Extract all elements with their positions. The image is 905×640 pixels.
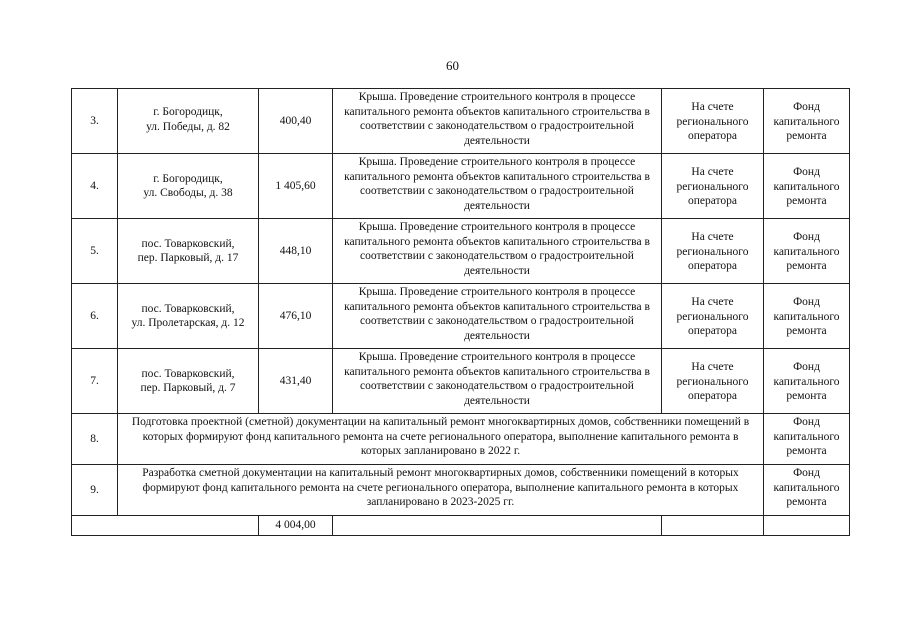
total-label-cell (72, 516, 259, 536)
row-number: 8. (72, 414, 118, 465)
fund-name: Фонд капитального ремонта (764, 465, 850, 516)
address-cell: пос. Товарковский, пер. Парковый, д. 17 (118, 219, 259, 284)
table-row (72, 219, 850, 284)
fund-name: Фонд капитального ремонта (764, 219, 850, 284)
row-number: 6. (72, 284, 118, 349)
work-description: Крыша. Проведение строительного контроля в процессе капитального ремонта объектов капитального строительства в соответствии с законодательством о градостроительной деятельности (333, 284, 662, 349)
empty-cell (662, 516, 764, 536)
row-number: 9. (72, 465, 118, 516)
row-number: 4. (72, 154, 118, 219)
area-cell: 448,10 (259, 219, 333, 284)
table-row (72, 284, 850, 349)
wide-description: Подготовка проектной (сметной) документации на капитальный ремонт многоквартирных домов, собственники помещений в которых формируют фонд капитального ремонта на счете регионального оператора, выполнение капитального ремонта в которых запланировано в 2022 г. (118, 414, 764, 465)
row-number: 7. (72, 349, 118, 414)
row-number: 5. (72, 219, 118, 284)
table-row (72, 89, 850, 154)
address-cell: пос. Товарковский, ул. Пролетарская, д. 12 (118, 284, 259, 349)
funding-source: На счете регионального оператора (662, 89, 764, 154)
area-cell: 476,10 (259, 284, 333, 349)
area-cell: 431,40 (259, 349, 333, 414)
wide-description: Разработка сметной документации на капитальный ремонт многоквартирных домов, собственники помещений в которых формируют фонд капитального ремонта на счете регионального оператора, выполнение капитального ремонта в которых запланировано в 2023-2025 гг. (118, 465, 764, 516)
empty-cell (764, 516, 850, 536)
empty-cell (333, 516, 662, 536)
work-description: Крыша. Проведение строительного контроля в процессе капитального ремонта объектов капитального строительства в соответствии с законодательством о градостроительной деятельности (333, 89, 662, 154)
table-row (72, 154, 850, 219)
fund-name: Фонд капитального ремонта (764, 284, 850, 349)
work-description: Крыша. Проведение строительного контроля в процессе капитального ремонта объектов капитального строительства в соответствии с законодательством о градостроительной деятельности (333, 154, 662, 219)
area-cell: 1 405,60 (259, 154, 333, 219)
table-row (72, 465, 850, 516)
area-cell: 400,40 (259, 89, 333, 154)
work-description: Крыша. Проведение строительного контроля в процессе капитального ремонта объектов капитального строительства в соответствии с законодательством о градостроительной деятельности (333, 349, 662, 414)
address-cell: пос. Товарковский, пер. Парковый, д. 7 (118, 349, 259, 414)
funding-source: На счете регионального оператора (662, 349, 764, 414)
row-number: 3. (72, 89, 118, 154)
fund-name: Фонд капитального ремонта (764, 154, 850, 219)
funding-source: На счете регионального оператора (662, 154, 764, 219)
table-row (72, 414, 850, 465)
work-description: Крыша. Проведение строительного контроля в процессе капитального ремонта объектов капитального строительства в соответствии с законодательством о градостроительной деятельности (333, 219, 662, 284)
total-area: 4 004,00 (259, 516, 333, 536)
address-cell: г. Богородицк, ул. Победы, д. 82 (118, 89, 259, 154)
fund-name: Фонд капитального ремонта (764, 349, 850, 414)
fund-name: Фонд капитального ремонта (764, 414, 850, 465)
page-number: 60 (446, 58, 459, 73)
address-cell: г. Богородицк, ул. Свободы, д. 38 (118, 154, 259, 219)
funding-source: На счете регионального оператора (662, 219, 764, 284)
total-row (72, 516, 850, 536)
funding-source: На счете регионального оператора (662, 284, 764, 349)
fund-name: Фонд капитального ремонта (764, 89, 850, 154)
table-row (72, 349, 850, 414)
capital-repair-table (71, 88, 850, 536)
